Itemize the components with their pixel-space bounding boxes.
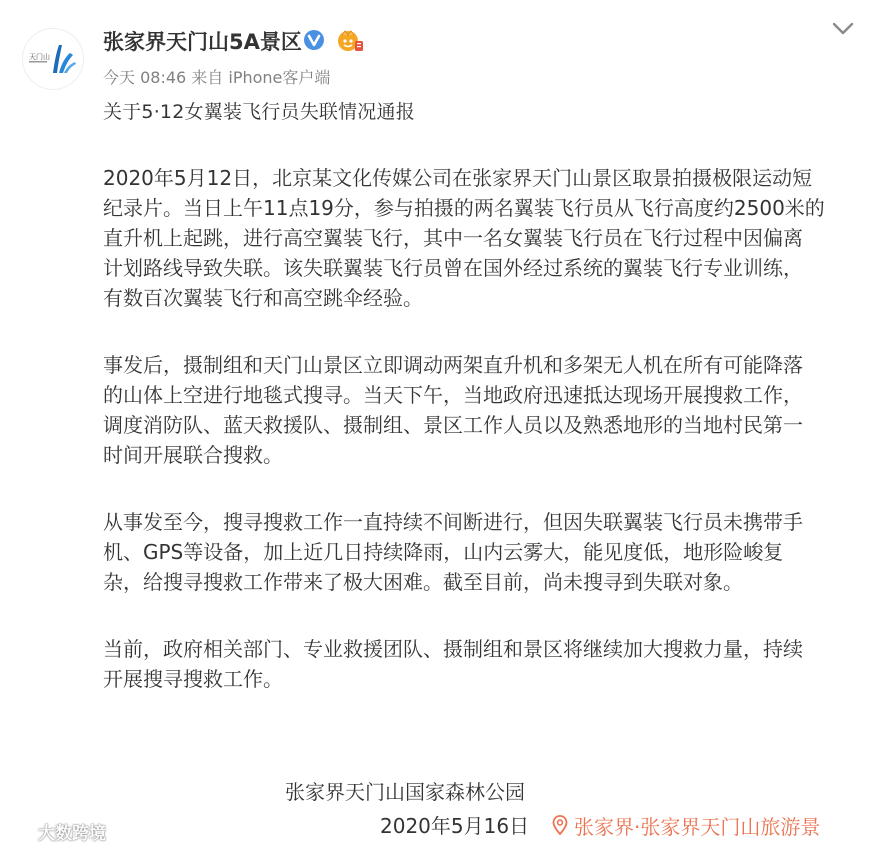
- paragraph-4: 当前，政府相关部门、专业救援团队、摄制组和景区将继续加大搜救力量，持续 开展搜寻搜救工作。: [103, 637, 803, 691]
- sign-date: 2020年5月16日: [380, 814, 530, 838]
- avatar[interactable]: [22, 28, 84, 90]
- account-name[interactable]: 张家界天门山5A景区: [103, 30, 302, 54]
- location-pin-icon: [552, 815, 568, 835]
- post-body: [103, 163, 843, 731]
- watermark: [6, 818, 106, 844]
- chevron-down-icon[interactable]: [830, 20, 856, 38]
- tianmenshan-logo-icon: [23, 29, 83, 89]
- location-tag[interactable]: [552, 810, 820, 840]
- signature: 张家界天门山国家森林公园: [285, 780, 525, 804]
- gold-member-icon[interactable]: [334, 27, 364, 53]
- location-text: 张家界·张家界天门山旅游景: [574, 814, 821, 839]
- paragraph-1: 2020年5月12日，北京某文化传媒公司在张家界天门山景区取景拍摄极限运动短 纪录片。当日上午11点19分，参与拍摄的两名翼装飞行员从飞行高度约2500米的 直升机上起跳，进行高空翼装飞行，其中一名女翼装飞行员在飞行过程中因偏离 计划路线导致失联。该失联翼装飞行员曾在国外经过系统的翼装飞行专业训练， 有数百次翼装飞行和高空跳伞经验。: [103, 166, 825, 310]
- post-meta: 今天 08:46 来自 iPhone客户端: [103, 68, 331, 87]
- paragraph-3: 从事发至今，搜寻搜救工作一直持续不间断进行，但因失联翼装飞行员未携带手 机、GPS等设备，加上近几日持续降雨，山内云雾大，能见度低，地形险峻复 杂，给搜寻搜救工作带来了极大困难。截至目前，尚未搜寻到失联对象。: [103, 510, 803, 594]
- post-title: 关于5·12女翼装飞行员失联情况通报: [103, 101, 415, 123]
- paragraph-2: 事发后，摄制组和天门山景区立即调动两架直升机和多架无人机在所有可能降落 的山体上空进行地毯式搜寻。当天下午，当地政府迅速抵达现场开展搜救工作， 调度消防队、蓝天救援队、摄制组、景区工作人员以及熟悉地形的当地村民第一 时间开展联合搜救。: [103, 353, 803, 467]
- watermark-logo-icon: [6, 820, 34, 842]
- verified-icon: [303, 29, 325, 51]
- post-header: [0, 0, 874, 100]
- avatar-logo-text: 天门山: [29, 53, 50, 61]
- watermark-text: 大数跨境: [38, 823, 106, 844]
